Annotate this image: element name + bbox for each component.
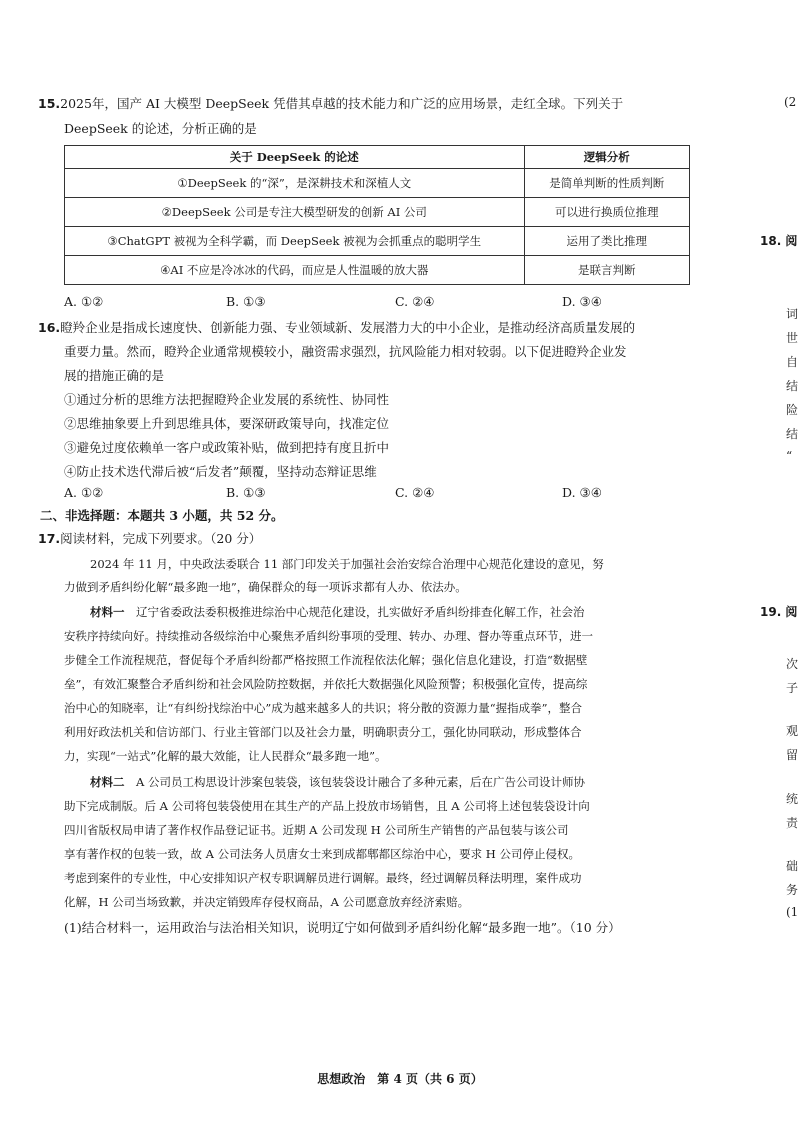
table-cell: ①DeepSeek 的“深”，是深耕技术和深植人文	[65, 169, 525, 198]
q16-item-1: ①通过分析的思维方法把握瞪羚企业发展的系统性、协同性	[64, 392, 390, 407]
right-fragment: 责	[786, 816, 799, 830]
material-1-tag: 材料一	[90, 605, 125, 619]
table-cell: 运用了类比推理	[524, 227, 689, 256]
page-footer: 思想政治 第 4 页（共 6 页）	[317, 1072, 483, 1086]
right-fragment: 务	[786, 883, 799, 897]
q15-stem-1: 2025年，国产 AI 大模型 DeepSeek 凭借其卓越的技术能力和广泛的应用场景，走红全球。下列关于	[60, 96, 624, 111]
table-cell: 可以进行换质位推理	[524, 198, 689, 227]
right-fragment: 础	[786, 859, 799, 873]
table-cell: ④AI 不应是冷冰冰的代码，而应是人性温暖的放大器	[65, 256, 525, 285]
q17-subquestion-1: (1)结合材料一，运用政治与法治相关知识，说明辽宁如何做到矛盾纠纷化解“最多跑一地”。（10 分）	[64, 920, 621, 935]
q17-material-2-line-4: 享有著作权的包装一致，故 A 公司法务人员唐女士来到成都郫都区综治中心，要求 H 公司停止侵权。	[64, 847, 580, 861]
table-row	[65, 256, 690, 285]
q16-option-c: C. ②④	[395, 485, 435, 500]
q15-option-b: B. ①③	[226, 294, 266, 309]
material-2-text-1: A 公司员工构思设计涉案包装袋，该包装袋设计融合了多种元素，后在广告公司设计师协	[136, 775, 585, 789]
q17-material-2-line-1	[90, 773, 585, 791]
q15-logic-table	[64, 145, 690, 285]
q17-material-intro-2: 力做到矛盾纠纷化解“最多跑一地”，确保群众的每一项诉求都有人办、依法办。	[64, 580, 467, 594]
right-fragment: 词	[786, 307, 799, 321]
right-fragment: 留	[786, 748, 799, 762]
table-row	[65, 169, 690, 198]
right-fragment: 结	[786, 427, 799, 441]
q17-material-1-line-2: 安秩序持续向好。持续推动各级综治中心聚焦矛盾纠纷事项的受理、转办、办理、督办等重点环节，进一	[64, 629, 593, 643]
q16-item-2: ②思维抽象要上升到思维具体，要深研政策导向，找准定位	[64, 416, 390, 431]
q16-stem-1: 瞪羚企业是指成长速度快、创新能力强、专业领域新、发展潜力大的中小企业，是推动经济高质量发展的	[60, 320, 636, 335]
right-fragment: 统	[786, 792, 799, 806]
right-fragment: 世	[786, 331, 799, 345]
q17-material-1-line-6: 利用好政法机关和信访部门、行业主管部门以及社会力量，明确职责分工，强化协同联动，形成整体合	[64, 725, 582, 739]
q16-number: 16.	[38, 320, 61, 335]
q17-material-1-line-3: 步健全工作流程规范，督促每个矛盾纠纷都严格按照工作流程依法化解；强化信息化建设，打造“数据壁	[64, 653, 588, 667]
q17-material-1-line-1	[90, 603, 585, 621]
q16-stem-3: 展的措施正确的是	[64, 368, 165, 383]
q16-stem-2: 重要力量。然而，瞪羚企业通常规模较小，融资需求强烈，抗风险能力相对较弱。以下促进瞪羚企业发	[64, 344, 627, 359]
right-fragment: 险	[786, 403, 799, 417]
table-header-statement: 关于 DeepSeek 的论述	[65, 146, 525, 169]
q16-item-4: ④防止技术迭代滞后被“后发者”颠覆，坚持动态辩证思维	[64, 464, 377, 479]
q17-intro: 阅读材料，完成下列要求。（20 分）	[60, 531, 262, 546]
table-header-analysis: 逻辑分析	[524, 146, 689, 169]
q17-material-1-line-4: 垒”，有效汇聚整合矛盾纠纷和社会风险防控数据，并依托大数据强化风险预警；积极强化宣传，提高综	[64, 677, 588, 691]
right-fragment: “	[786, 449, 793, 463]
right-fragment: 结	[786, 379, 799, 393]
table-cell: 是联言判断	[524, 256, 689, 285]
q15-option-c: C. ②④	[395, 294, 435, 309]
q17-material-2-line-6: 化解，H 公司当场致歉，并决定销毁库存侵权商品，A 公司愿意放弃经济索赔。	[64, 895, 470, 909]
q15-option-d: D. ③④	[562, 294, 602, 309]
table-cell: 是简单判断的性质判断	[524, 169, 689, 198]
table-header-row	[65, 146, 690, 169]
q17-number: 17.	[38, 531, 61, 546]
right-fragment: 次	[786, 657, 799, 671]
q15-number: 15.	[38, 96, 61, 111]
q16-item-3: ③避免过度依赖单一客户或政策补贴，做到把持有度且折中	[64, 440, 390, 455]
q15-stem-2: DeepSeek 的论述，分析正确的是	[64, 121, 257, 136]
q17-material-1-line-7: 力，实现“一站式”化解的最大效能，让人民群众“最多跑一地”。	[64, 749, 387, 763]
q16-option-a: A. ①②	[64, 485, 104, 500]
q17-material-2-line-2: 助下完成制版。后 A 公司将包装袋使用在其生产的产品上投放市场销售，且 A 公司将上述包装袋设计向	[64, 799, 590, 813]
q17-line-intro	[38, 530, 261, 548]
table-row	[65, 227, 690, 256]
q17-material-2-line-5: 考虑到案件的专业性，中心安排知识产权专职调解员进行调解。最终，经过调解员释法明理，案件成功	[64, 871, 582, 885]
q17-material-1-line-5: 治中心的知晓率，让“有纠纷找综治中心”成为越来越多人的共识；将分散的资源力量“握指成拳”，整合	[64, 701, 583, 715]
right-fragment: 自	[786, 355, 799, 369]
q16-option-d: D. ③④	[562, 485, 602, 500]
table-cell: ③ChatGPT 被视为全科学霸，而 DeepSeek 被视为会抓重点的聪明学生	[65, 227, 525, 256]
right-column-top-fragment: (2	[784, 95, 797, 109]
material-2-tag: 材料二	[90, 775, 125, 789]
q16-option-b: B. ①③	[226, 485, 266, 500]
right-fragment: 子	[786, 681, 799, 695]
q16-line-1	[38, 319, 635, 337]
q17-material-intro-1: 2024 年 11 月，中央政法委联合 11 部门印发关于加强社会治安综合治理中心规范化建设的意见，努	[90, 557, 604, 571]
table-cell: ②DeepSeek 公司是专注大模型研发的创新 AI 公司	[65, 198, 525, 227]
right-fragment: (1	[786, 905, 799, 919]
right-q19-number: 19. 阅	[760, 605, 798, 619]
right-fragment: 观	[786, 724, 799, 738]
material-1-text-1: 辽宁省委政法委积极推进综治中心规范化建设，扎实做好矛盾纠纷排查化解工作，社会治	[136, 605, 585, 619]
right-q18-number: 18. 阅	[760, 234, 798, 248]
q15-line-1	[38, 95, 623, 113]
q17-material-2-line-3: 四川省版权局申请了著作权作品登记证书。近期 A 公司发现 H 公司所生产销售的产品包装与该公司	[64, 823, 569, 837]
section-heading: 二、非选择题：本题共 3 小题，共 52 分。	[40, 508, 284, 523]
table-row	[65, 198, 690, 227]
q15-option-a: A. ①②	[64, 294, 104, 309]
